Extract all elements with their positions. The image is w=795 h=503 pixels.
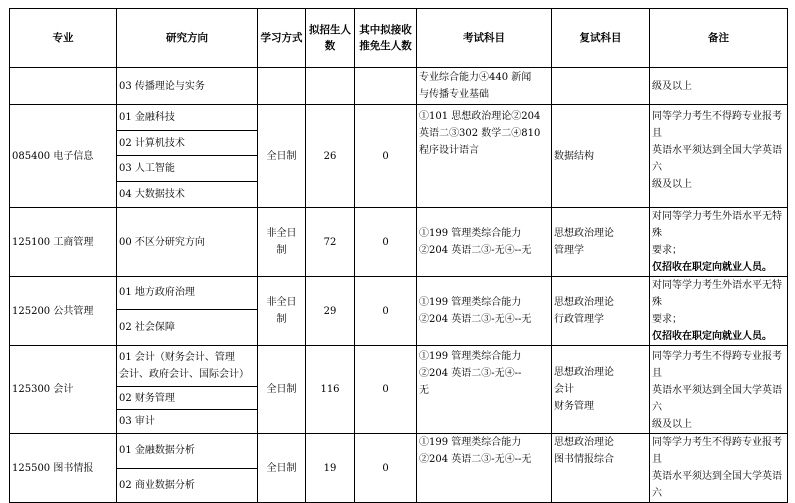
quota-cell: 19 [306,434,355,503]
quota-cell: 29 [306,277,355,346]
mode-cell: 全日制 [258,105,306,208]
major-cell: 125200 公共管理 [10,277,117,346]
mode-cell: 非全日 制 [258,277,306,346]
note-cell: 同等学力考生不得跨专业报考且 英语水平须达到全国大学英语六 [650,434,788,503]
direction-cell: 03 传播理论与实务 [117,68,258,105]
exam-cell: 专业综合能力④440 新闻 与传播专业基础 [417,68,552,105]
direction-cell: 02 商业数据分析 [117,468,258,503]
quota-cell: 72 [306,208,355,277]
quota-cell: 116 [306,346,355,434]
exam-cell: ①199 管理类综合能力 ②204 英语二③-无④-- 无 [417,346,552,434]
mode-cell: 全日制 [258,346,306,434]
header-row [10,9,788,68]
note-cell: 级及以上 [650,68,788,105]
direction-cell: 03 审计 [117,410,258,434]
direction-cell: 00 不区分研究方向 [117,208,258,277]
major-cell: 125500 图书情报 [10,434,117,503]
direction-cell: 02 计算机技术 [117,131,258,156]
header-direction: 研究方向 [117,9,258,68]
exam-cell: ①199 管理类综合能力 ②204 英语二③-无④--无 [417,434,552,503]
exempt-cell: 0 [355,208,417,277]
table-row [10,105,788,131]
note-cell [650,277,788,346]
exam-cell: ①199 管理类综合能力 ②204 英语二③-无④--无 [417,208,552,277]
retest-cell: 思想政治理论 管理学 [552,208,650,277]
note-cell [650,208,788,277]
table-row [10,68,788,105]
table-row [10,208,788,277]
exempt-cell: 0 [355,277,417,346]
retest-cell [552,68,650,105]
header-quota: 拟招生人数 [306,9,355,68]
table-row [10,434,788,469]
admissions-table [9,8,788,503]
retest-cell: 思想政治理论 会计 财务管理 [552,346,650,434]
major-cell: 125300 会计 [10,346,117,434]
note-cell: 同等学力考生不得跨专业报考且 英语水平须达到全国大学英语六 级及以上 [650,105,788,208]
exam-cell: ①199 管理类综合能力 ②204 英语二③-无④--无 [417,277,552,346]
note-text: 对同等学力考生外语水平无特殊 要求； [652,280,782,325]
note-text: 对同等学力考生外语水平无特殊 要求； [652,211,782,256]
mode-cell: 全日制 [258,434,306,503]
major-cell [10,68,117,105]
quota-cell [306,68,355,105]
exempt-cell: 0 [355,105,417,208]
mode-cell [258,68,306,105]
mode-cell: 非全日 制 [258,208,306,277]
header-exam: 考试科目 [417,9,552,68]
quota-cell: 26 [306,105,355,208]
header-major: 专业 [10,9,117,68]
note-bold-text: 仅招收在职定向就业人员。 [652,331,772,342]
note-bold-text: 仅招收在职定向就业人员。 [652,262,772,273]
retest-cell: 思想政治理论 行政管理学 [552,277,650,346]
direction-cell: 04 大数据技术 [117,182,258,208]
header-retest: 复试科目 [552,9,650,68]
retest-cell: 数据结构 [552,105,650,208]
direction-cell: 01 金融科技 [117,105,258,131]
header-exempt: 其中拟接收推免生人数 [355,9,417,68]
direction-cell: 01 会计（财务会计、管理 会计、政府会计、国际会计） [117,346,258,387]
retest-cell: 思想政治理论 图书情报综合 [552,434,650,503]
direction-cell: 01 金融数据分析 [117,434,258,469]
table-row [10,277,788,310]
major-cell: 125100 工商管理 [10,208,117,277]
exam-cell: ①101 思想政治理论②204 英语二③302 数学二④810 程序设计语言 [417,105,552,208]
direction-cell: 01 地方政府治理 [117,277,258,310]
exempt-cell [355,68,417,105]
table-row [10,346,788,387]
major-cell: 085400 电子信息 [10,105,117,208]
note-cell: 同等学力考生不得跨专业报考且 英语水平须达到全国大学英语六 级及以上 [650,346,788,434]
header-note: 备注 [650,9,788,68]
header-mode: 学习方式 [258,9,306,68]
direction-cell: 02 财务管理 [117,386,258,410]
direction-cell: 02 社会保障 [117,309,258,345]
direction-cell: 03 人工智能 [117,156,258,182]
exempt-cell: 0 [355,434,417,503]
exempt-cell: 0 [355,346,417,434]
